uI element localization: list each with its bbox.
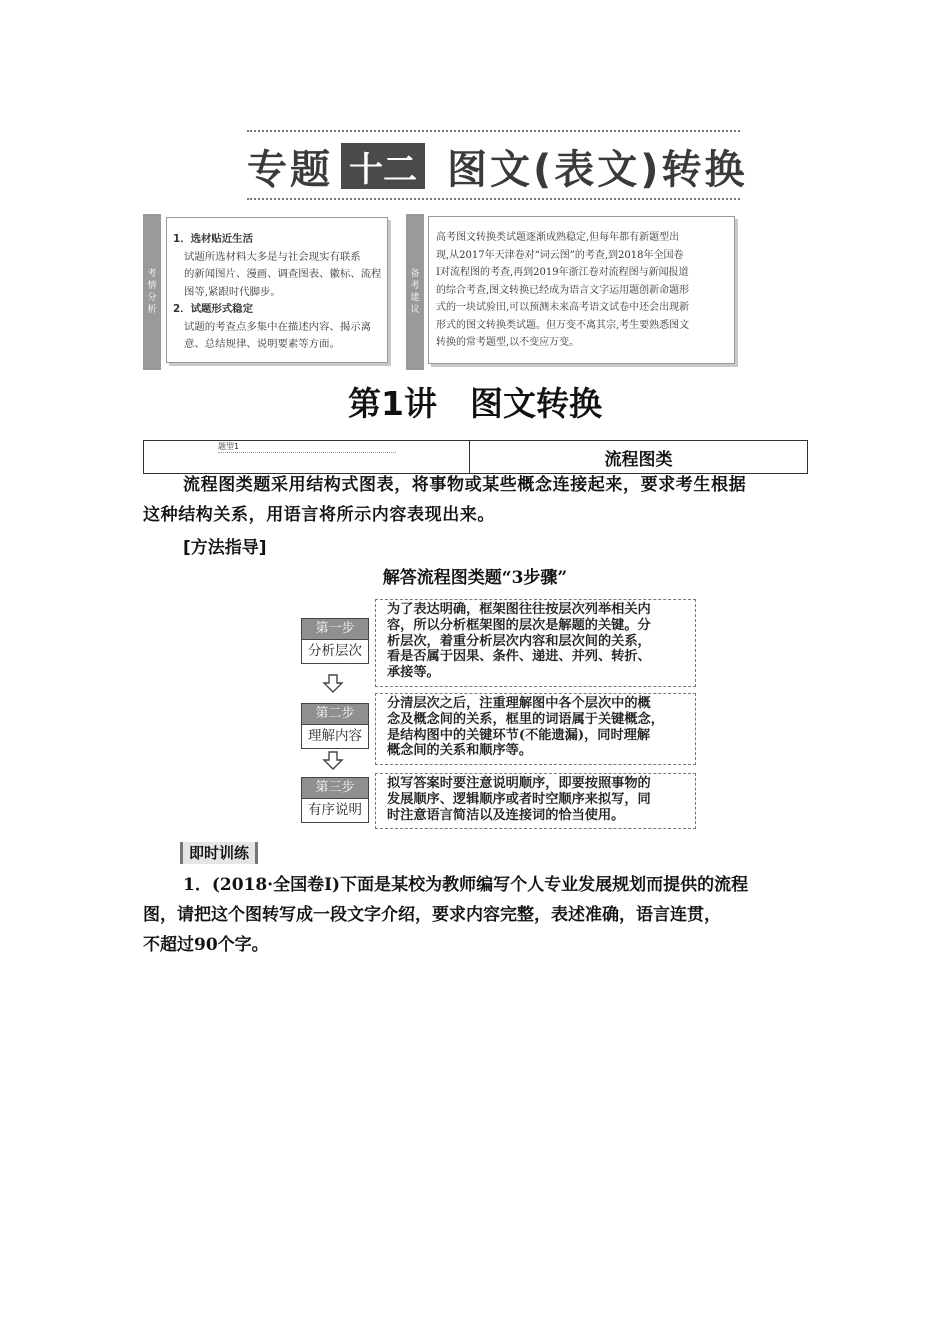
diagram-title: 解答流程图类题“3步骤” [382, 568, 568, 588]
desc-line: 看是否属于因果、条件、递进、并列、转折、 [387, 649, 651, 665]
advice-line: 形式的图文转换类试题。但万变不离其宗,考生要熟悉图文 [436, 319, 690, 331]
desc-line: 概念间的关系和顺序等。 [387, 743, 533, 759]
step-3-action: 有序说明 [308, 802, 362, 818]
step-3-description [375, 773, 696, 829]
desc-line: 承接等。 [387, 665, 440, 681]
exam-point-line: 试题所选材料大多是与社会现实有联系 [184, 250, 361, 263]
advice-line: 现,从2017年天津卷对“词云图”的考查,到2018年全国卷 [436, 249, 684, 261]
question-type-tag: 题型1 [218, 442, 240, 451]
desc-line: 析层次，着重分析层次内容和层次间的关系， [387, 633, 651, 649]
tag-underline [218, 452, 396, 453]
desc-line: 分清层次之后，注重理解图中各个层次中的概 [387, 696, 651, 711]
step-1-action: 分析层次 [308, 643, 362, 659]
step-1-box [301, 618, 369, 664]
step-3-box [301, 777, 369, 823]
intro-line: 这种结构关系，用语言将所示内容表现出来。 [143, 505, 495, 525]
desc-line: 是结构图中的关键环节(不能遗漏)，同时理解 [387, 727, 651, 743]
down-arrow-icon [322, 674, 344, 694]
exam-point-line: 的新闻图片、漫画、调查图表、徽标、流程 [184, 268, 382, 280]
banner-bottom-rule [247, 198, 740, 200]
question-line: 不超过90个字。 [143, 935, 269, 955]
question-line: 1．(2018·全国卷Ⅰ)下面是某校为教师编写个人专业发展规划而提供的流程 [183, 875, 749, 895]
step-2-name: 第二步 [302, 704, 368, 725]
banner-top-rule [247, 130, 740, 132]
advice-line: 式的一块试验田,可以预测未来高考语文试卷中还会出现新 [436, 302, 690, 313]
question-type-name: 流程图类 [604, 449, 673, 470]
step-2-box [301, 703, 369, 749]
topic-title: 图文(表文)转换 [447, 146, 748, 193]
down-arrow-icon [322, 751, 344, 771]
drill-label: 即时训练 [180, 842, 258, 864]
step-1-description [375, 599, 696, 687]
exam-point-line: 试题的考查点多集中在描述内容、揭示离 [184, 320, 372, 333]
step-3-name: 第三步 [302, 778, 368, 799]
exam-analysis-panel [166, 217, 388, 363]
question-paragraph-cont [143, 900, 721, 960]
advice-line: Ⅰ对流程图的考查,再到2019年浙江卷对流程图与新闻报道 [436, 267, 689, 278]
exam-point-line: 图等,紧跟时代脚步。 [184, 285, 281, 298]
prep-advice-label: 备考建议 [406, 214, 424, 370]
exam-analysis-label: 考情分析 [143, 214, 161, 370]
advice-line: 高考图文转换类试题逐渐成熟稳定,但每年都有新题型出 [436, 232, 680, 243]
exam-point-line: 意、总结规律、说明要素等方面。 [184, 338, 340, 350]
step-1-name: 第一步 [302, 619, 368, 640]
advice-line: 的综合考查,图文转换已经成为语言文字运用题创新命题形 [436, 284, 690, 296]
intro-paragraph-cont [143, 500, 495, 530]
desc-line: 念及概念间的关系，框里的词语属于关键概念， [387, 711, 664, 727]
question-paragraph [183, 870, 748, 900]
prep-advice-panel [428, 216, 735, 364]
question-type-table [143, 440, 808, 474]
question-line: 图，请把这个图转写成一段文字介绍，要求内容完整，表述准确，语言连贯， [143, 905, 721, 925]
desc-line: 为了表达明确，框架图往往按层次列举相关内 [387, 602, 651, 617]
question-type-tag-cell [144, 441, 470, 473]
intro-paragraph [183, 470, 746, 500]
desc-line: 拟写答案时要注意说明顺序，即要按照事物的 [387, 776, 651, 791]
exam-point-heading: 2．试题形式稳定 [173, 303, 253, 315]
lecture-title: 第1讲 图文转换 [348, 384, 602, 423]
desc-line: 发展顺序、逻辑顺序或者时空顺序来拟写，同 [387, 791, 651, 807]
topic-number: 十二 [341, 143, 425, 189]
desc-line: 容，所以分析框架图的层次是解题的关键。分 [387, 617, 651, 633]
topic-prefix: 专题 [247, 146, 333, 193]
step-2-description [375, 693, 696, 765]
intro-line: 流程图类题采用结构式图表，将事物或某些概念连接起来，要求考生根据 [183, 475, 747, 495]
exam-point-heading: 1．选材贴近生活 [173, 233, 253, 245]
advice-line: 转换的常考题型,以不变应万变。 [436, 337, 580, 348]
topic-banner [247, 140, 748, 192]
step-2-action: 理解内容 [308, 728, 362, 744]
method-guide-label: [方法指导] [183, 538, 267, 558]
desc-line: 时注意语言简洁以及连接词的恰当使用。 [387, 807, 625, 823]
